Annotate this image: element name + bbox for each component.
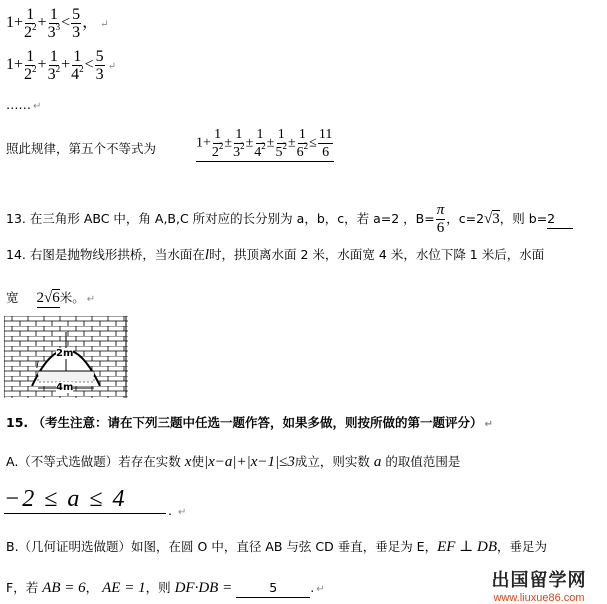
question-14-line1: 14. 右图是抛物线形拱桥，当水面在l时，拱顶离水面 2 米，水面宽 4 米，水位下降 1 米后，水面 xyxy=(6,247,545,263)
watermark-url: www.liuxue86.com xyxy=(493,592,585,604)
figure-bottom-label: 4m xyxy=(56,382,74,393)
ellipsis: …… ↵ xyxy=(6,97,42,112)
fraction: $\frac{5}{3}$ xyxy=(95,48,104,83)
question-15b-line2: F，若 AB = 6， AE = 1，则 DF·DB = 5 . ↵ xyxy=(6,580,325,596)
fraction: $\frac{1}{3^3}$ xyxy=(47,6,61,41)
question-15-header: 15. （考生注意：请在下列三题中任选一题作答，如果多做，则按所做的第一题评分） ↵ xyxy=(6,415,493,430)
q15a-end: . ↵ xyxy=(168,503,187,518)
watermark xyxy=(474,566,604,604)
q15b-answer: 5 xyxy=(236,579,310,598)
q14-answer: 2√6 xyxy=(36,290,60,306)
fraction: $\frac{1}{3^2}$ xyxy=(47,48,61,83)
fraction: $\frac{5}{3}$ xyxy=(72,6,81,41)
fifth-inequality-answer: 1+ $\frac{1}{2^2}$ ± $\frac{1}{3^2}$ ± $\frac{1}{4^2}$ ± $\frac{1}{5^2}$ ± $\frac{1}{6^2}$ ≤ $\frac{11}{6}$ xyxy=(196,127,333,160)
question-15b-line1: B.（几何证明选做题）如图，在圆 O 中，直径 AB 与弦 CD 垂直，垂足为 E，EF ⊥ DB，垂足为 xyxy=(6,539,548,555)
fraction: $\frac{1}{2^2}$ xyxy=(24,6,37,41)
arch-bridge-figure xyxy=(4,316,128,398)
q13-answer: 2 xyxy=(547,210,573,229)
watermark-title: 出国留学网 xyxy=(491,570,587,591)
figure-line-label: l xyxy=(36,360,39,371)
inequality-line-1: 1+ $\frac{1}{2^2}$ + $\frac{1}{3^3}$ < $\frac{5}{3}$ ， ↵ xyxy=(6,6,109,41)
figure-top-label: 2m xyxy=(56,348,74,359)
q15a-answer-blank: −2 ≤ a ≤ 4 xyxy=(4,486,166,514)
fraction: $\frac{1}{2^2}$ xyxy=(24,48,37,83)
rule-prompt: 照此规律，第五个不等式为 xyxy=(6,141,157,156)
question-15a: A.（不等式选做题）若存在实数 x使|x−a|+|x−1|≤3成立，则实数 a 的取值范围是 xyxy=(6,454,461,470)
fraction: $\frac{1}{4^2}$ xyxy=(71,48,84,83)
inequality-line-2: 1+ $\frac{1}{2^2}$ + $\frac{1}{3^2}$ + $\frac{1}{4^2}$ < $\frac{5}{3}$ ↵ xyxy=(6,48,117,83)
question-14-line2: 宽 2√6米。 ↵ xyxy=(6,290,96,306)
question-13: 13. 在三角形 ABC 中，角 A,B,C 所对应的长分别为 a，b，c，若 a=2 ，B= $\frac{\pi}{6}$ ，c=2√3，则 b=2 xyxy=(6,202,573,237)
